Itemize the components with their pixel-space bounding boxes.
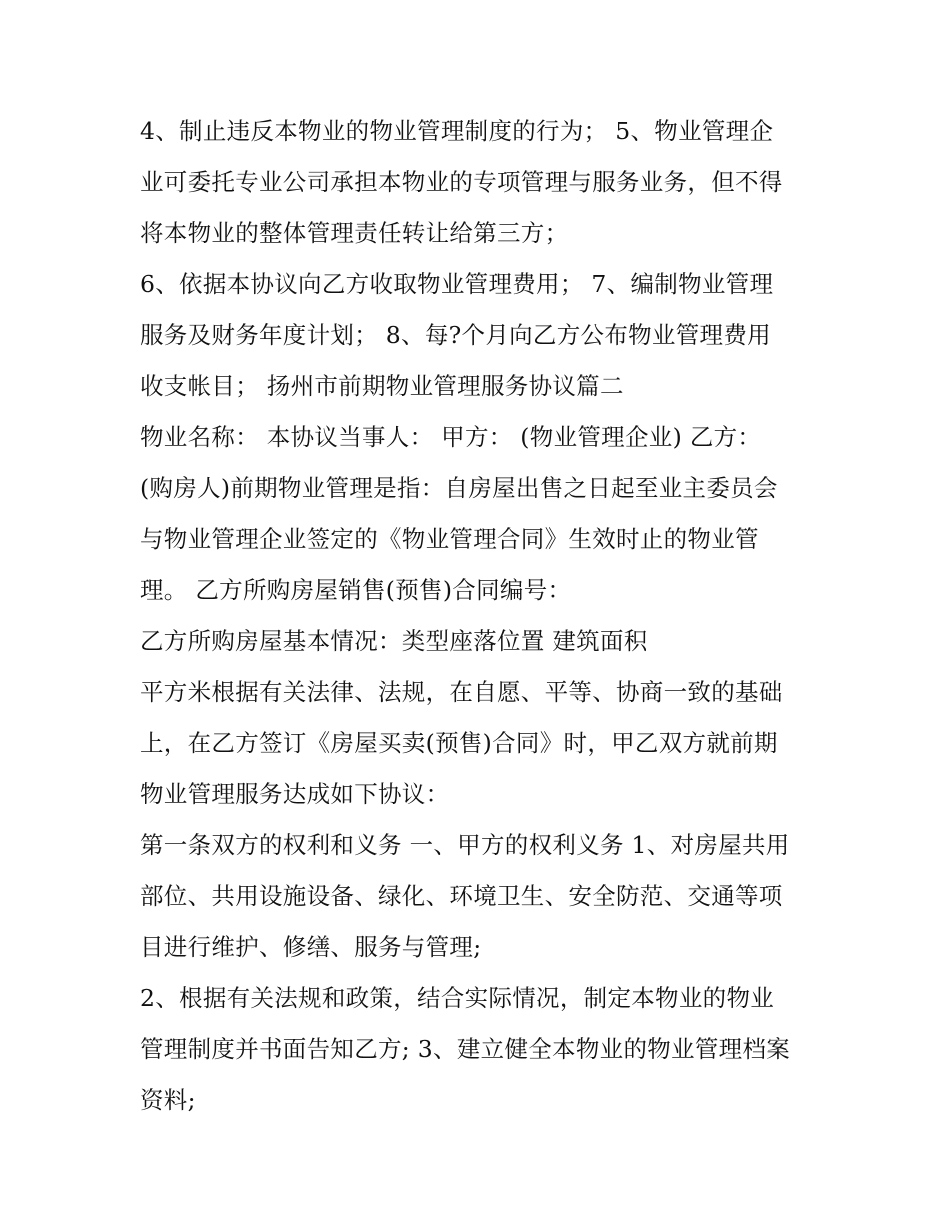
text-line: 业可委托专业公司承担本物业的专项管理与服务业务，但不得 — [140, 168, 783, 196]
text-line: 平方米根据有关法律、法规，在自愿、平等、协商一致的基础 — [140, 678, 783, 706]
text-line: 服务及财务年度计划； 8、每?个月向乙方公布物业管理费用 — [140, 321, 771, 349]
text-line: 管理制度并书面告知乙方; 3、建立健全本物业的物业管理档案 — [140, 1035, 791, 1063]
text-line: 收支帐目； 扬州市前期物业管理服务协议篇二 — [140, 372, 624, 400]
text-line: 6、依据本协议向乙方收取物业管理费用； 7、编制物业管理 — [140, 270, 774, 298]
text-line: 上，在乙方签订《房屋买卖(预售)合同》时，甲乙双方就前期 — [140, 729, 778, 757]
text-line: 将本物业的整体管理责任转让给第三方； — [140, 219, 569, 247]
text-line: 部位、共用设施设备、绿化、环境卫生、安全防范、交通等项 — [140, 882, 783, 910]
text-line: 物业名称： 本协议当事人： 甲方： (物业管理企业) 乙方： — [140, 423, 762, 451]
text-line: 乙方所购房屋基本情况：类型座落位置 建筑面积 — [140, 627, 648, 655]
text-line: (购房人)前期物业管理是指：自房屋出售之日起至业主委员会 — [140, 474, 778, 502]
text-line: 资料; — [140, 1086, 196, 1114]
text-line: 4、制止违反本物业的物业管理制度的行为； 5、物业管理企 — [140, 117, 774, 145]
text-line: 目进行维护、修缮、服务与管理; — [140, 933, 482, 961]
text-line: 第一条双方的权利和义务 一、甲方的权利义务 1、对房屋共用 — [140, 831, 790, 859]
text-line: 与物业管理企业签定的《物业管理合同》生效时止的物业管 — [140, 525, 759, 553]
text-line: 物业管理服务达成如下协议： — [140, 780, 450, 808]
text-line: 2、根据有关法规和政策，结合实际情况，制定本物业的物业 — [140, 984, 775, 1012]
text-line: 理。 乙方所购房屋销售(预售)合同编号： — [140, 576, 572, 604]
document-body — [140, 106, 830, 1126]
